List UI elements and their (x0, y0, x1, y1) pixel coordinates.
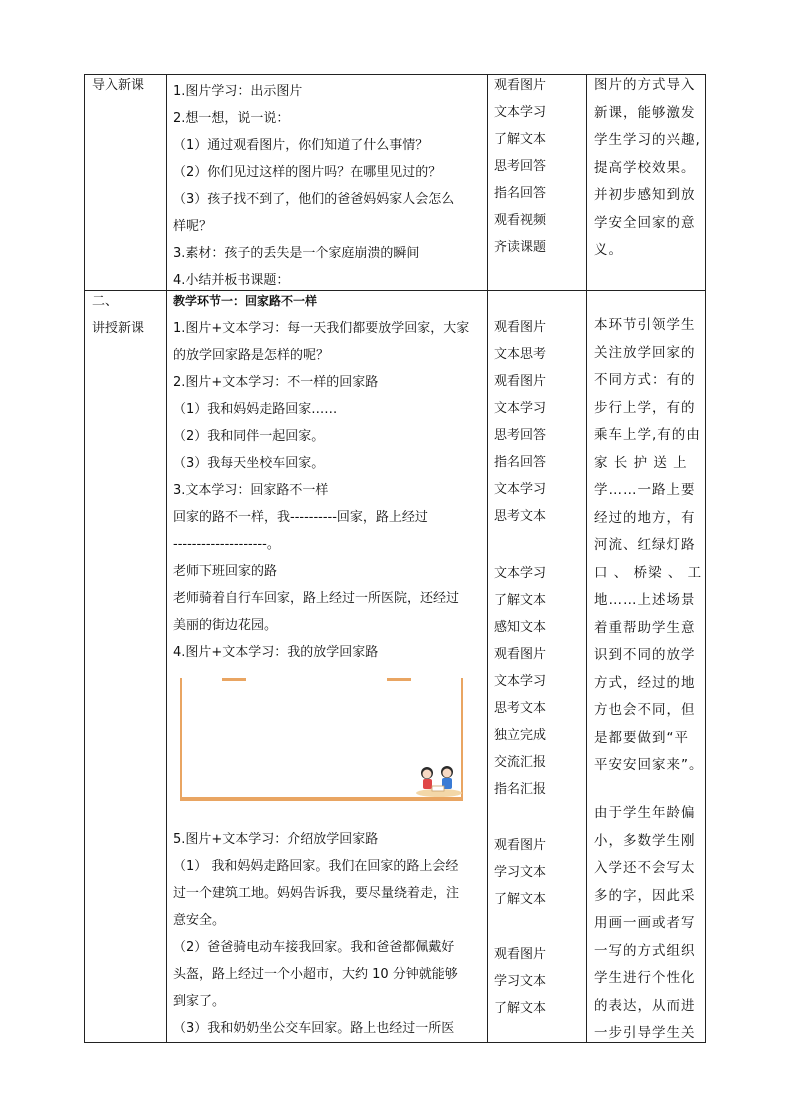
table-col-divider (166, 74, 167, 1043)
activity-item: 观看图片 (494, 647, 547, 662)
activity-item: 文本学习 (494, 674, 547, 689)
section-label: 讲授新课 (92, 321, 145, 336)
activity-item: 文本学习 (494, 105, 547, 120)
section-number: 二、 (92, 294, 119, 309)
activity-item: 了解文本 (494, 1001, 547, 1016)
teaching-activities-c (494, 832, 546, 913)
intent-line: 本环节引领学生 (594, 317, 696, 333)
drawing-frame (180, 678, 465, 805)
activity-item: 观看图片 (494, 78, 547, 93)
intent-line: 平安安回家来”。 (594, 757, 704, 773)
intent-line: 关注放学回家的 (594, 344, 696, 361)
content-line: 3.素材：孩子的丢失是一个家庭崩溃的瞬间 (173, 246, 420, 261)
intent-line: 义。 (594, 242, 623, 258)
content-line: 到家了。 (173, 994, 226, 1009)
activity-item: 了解文本 (494, 593, 547, 608)
table-border-right (705, 74, 706, 1043)
intent-line: 学生学习的兴趣, (594, 132, 701, 148)
intent-line: 入学还不会写太 (594, 860, 696, 876)
section-title-teaching (92, 288, 144, 342)
activity-item: 观看图片 (494, 838, 547, 853)
children-drawing-illustration (414, 762, 464, 798)
teaching-activities-d (494, 941, 546, 1022)
table-col-divider (487, 74, 488, 1043)
intent-line: 学安全回家的意 (594, 214, 696, 231)
intent-line: 的表达，从而进 (594, 997, 696, 1014)
content-line: 意安全。 (173, 913, 226, 928)
intent-line: 方式，经过的地 (594, 674, 696, 691)
activity-item: 观看视频 (494, 213, 547, 228)
intent-line: 家 长 护 送 上 (594, 454, 688, 471)
content-line: （3）我每天坐校车回家。 (173, 456, 325, 471)
content-line: （3）孩子找不到了，他们的爸爸妈妈家人会怎么 (173, 192, 455, 207)
intent-line: 一写的方式组织 (594, 942, 696, 959)
activity-item: 了解文本 (494, 132, 547, 147)
content-line: 4.图片+文本学习：我的放学回家路 (173, 645, 379, 660)
content-line: （3）我和奶奶坐公交车回家。路上也经过一所医 (173, 1021, 455, 1036)
content-line: 1.图片+文本学习：每一天我们都要放学回家，大家 (173, 321, 470, 336)
section-title-intro (92, 72, 144, 99)
activity-item: 文本学习 (494, 401, 547, 416)
intro-content (173, 78, 483, 294)
intent-line: 提高学校效果。 (594, 159, 696, 176)
content-line: 2.想一想，说一说： (173, 111, 290, 126)
intent-line: 图片的方式导入 (594, 77, 696, 93)
intent-line: 识到不同的放学 (594, 647, 696, 663)
content-line: 的放学回家路是怎样的呢？ (173, 348, 330, 363)
content-line: （1） 我和妈妈走路回家。我们在回家的路上会经 (173, 859, 459, 874)
content-line: 回家的路不一样，我----------回家，路上经过 (173, 510, 428, 525)
content-line: 美丽的街边花园。 (173, 618, 278, 633)
intent-line: 用画一画或者写 (594, 915, 696, 931)
content-line: 5.图片+文本学习：介绍放学回家路 (173, 832, 379, 847)
content-line: 2.图片+文本学习：不一样的回家路 (173, 375, 379, 390)
intent-line: 步行上学，有的 (594, 399, 696, 416)
content-line: （2）爸爸骑电动车接我回家。我和爸爸都佩戴好 (173, 940, 455, 955)
content-line: 3.文本学习：回家路不一样 (173, 483, 329, 498)
content-line: （2）我和同伴一起回家。 (173, 429, 325, 444)
activity-item: 指名回答 (494, 186, 547, 201)
content-line: --------------------。 (173, 537, 280, 552)
content-line: 老师下班回家的路 (173, 564, 278, 579)
table-col-divider (586, 74, 587, 1043)
intent-line: 小，多数学生刚 (594, 832, 696, 849)
activity-item: 了解文本 (494, 892, 547, 907)
table-border-left (84, 74, 85, 1043)
content-line: 老师骑着自行车回家，路上经过一所医院，还经过 (173, 591, 460, 606)
content-line: 4.小结并板书课题： (173, 273, 290, 288)
intent-line: 学生进行个性化 (594, 970, 696, 986)
intent-line: 着重帮助学生意 (594, 619, 696, 636)
intent-line: 乘车上学,有的由 (594, 427, 701, 443)
teaching-intent-a (594, 312, 704, 780)
activity-item: 文本学习 (494, 566, 547, 581)
intent-line: 一步引导学生关 (594, 1025, 696, 1041)
activity-item: 观看图片 (494, 374, 547, 389)
activity-item: 指名回答 (494, 455, 547, 470)
content-line: 1.图片学习：出示图片 (173, 84, 303, 99)
teaching-activities-b (494, 560, 546, 803)
activity-item: 独立完成 (494, 728, 547, 743)
intent-line: 学……一路上要 (594, 482, 696, 498)
activity-item: 感知文本 (494, 620, 547, 635)
content-line: 头盔，路上经过一个小超市，大约 10 分钟就能够 (173, 967, 458, 982)
intro-intent (594, 72, 701, 265)
intent-line: 口 、 桥梁 、 工 (594, 564, 703, 581)
intent-line: 多的字，因此采 (594, 887, 696, 904)
activity-item: 学习文本 (494, 865, 547, 880)
intent-line: 地……上述场景 (594, 592, 696, 608)
content-line: 过一个建筑工地。妈妈告诉我，要尽量绕着走，注 (173, 886, 460, 901)
teaching-intent-b (594, 800, 696, 1048)
intent-line: 由于学生年龄偏 (594, 805, 696, 821)
intent-line: 经过的地方，有 (594, 509, 696, 526)
teaching-heading: 教学环节一：回家路不一样 (173, 294, 318, 308)
teaching-content-2 (173, 826, 483, 1042)
frame-tab-left (222, 678, 246, 681)
intro-activities (494, 72, 546, 261)
activity-item: 学习文本 (494, 974, 547, 989)
activity-item: 思考文本 (494, 509, 547, 524)
activity-item: 观看图片 (494, 320, 547, 335)
activity-item: 文本思考 (494, 347, 547, 362)
activity-item: 文本学习 (494, 482, 547, 497)
activity-item: 观看图片 (494, 947, 547, 962)
intent-line: 新课，能够激发 (594, 104, 696, 121)
activity-item: 交流汇报 (494, 755, 547, 770)
content-line: （1）我和妈妈走路回家…… (173, 402, 338, 417)
intent-line: 不同方式：有的 (594, 372, 696, 388)
frame-tab-right (387, 678, 411, 681)
teaching-content (173, 288, 483, 666)
content-line: （2）你们见过这样的图片吗？在哪里见过的？ (173, 165, 442, 180)
teaching-activities-a (494, 314, 546, 530)
activity-item: 思考文本 (494, 701, 547, 716)
activity-item: 思考回答 (494, 428, 547, 443)
section-label: 导入新课 (92, 78, 145, 93)
content-line: 样呢？ (173, 219, 213, 234)
activity-item: 齐读课题 (494, 240, 547, 255)
activity-item: 指名汇报 (494, 782, 547, 797)
intent-line: 方也会不同，但 (594, 702, 696, 718)
content-line: （1）通过观看图片，你们知道了什么事情？ (173, 138, 429, 153)
intent-line: 是都要做到“平 (594, 729, 689, 746)
intent-line: 河流、红绿灯路 (594, 537, 696, 553)
intent-line: 并初步感知到放 (594, 187, 696, 203)
activity-item: 思考回答 (494, 159, 547, 174)
